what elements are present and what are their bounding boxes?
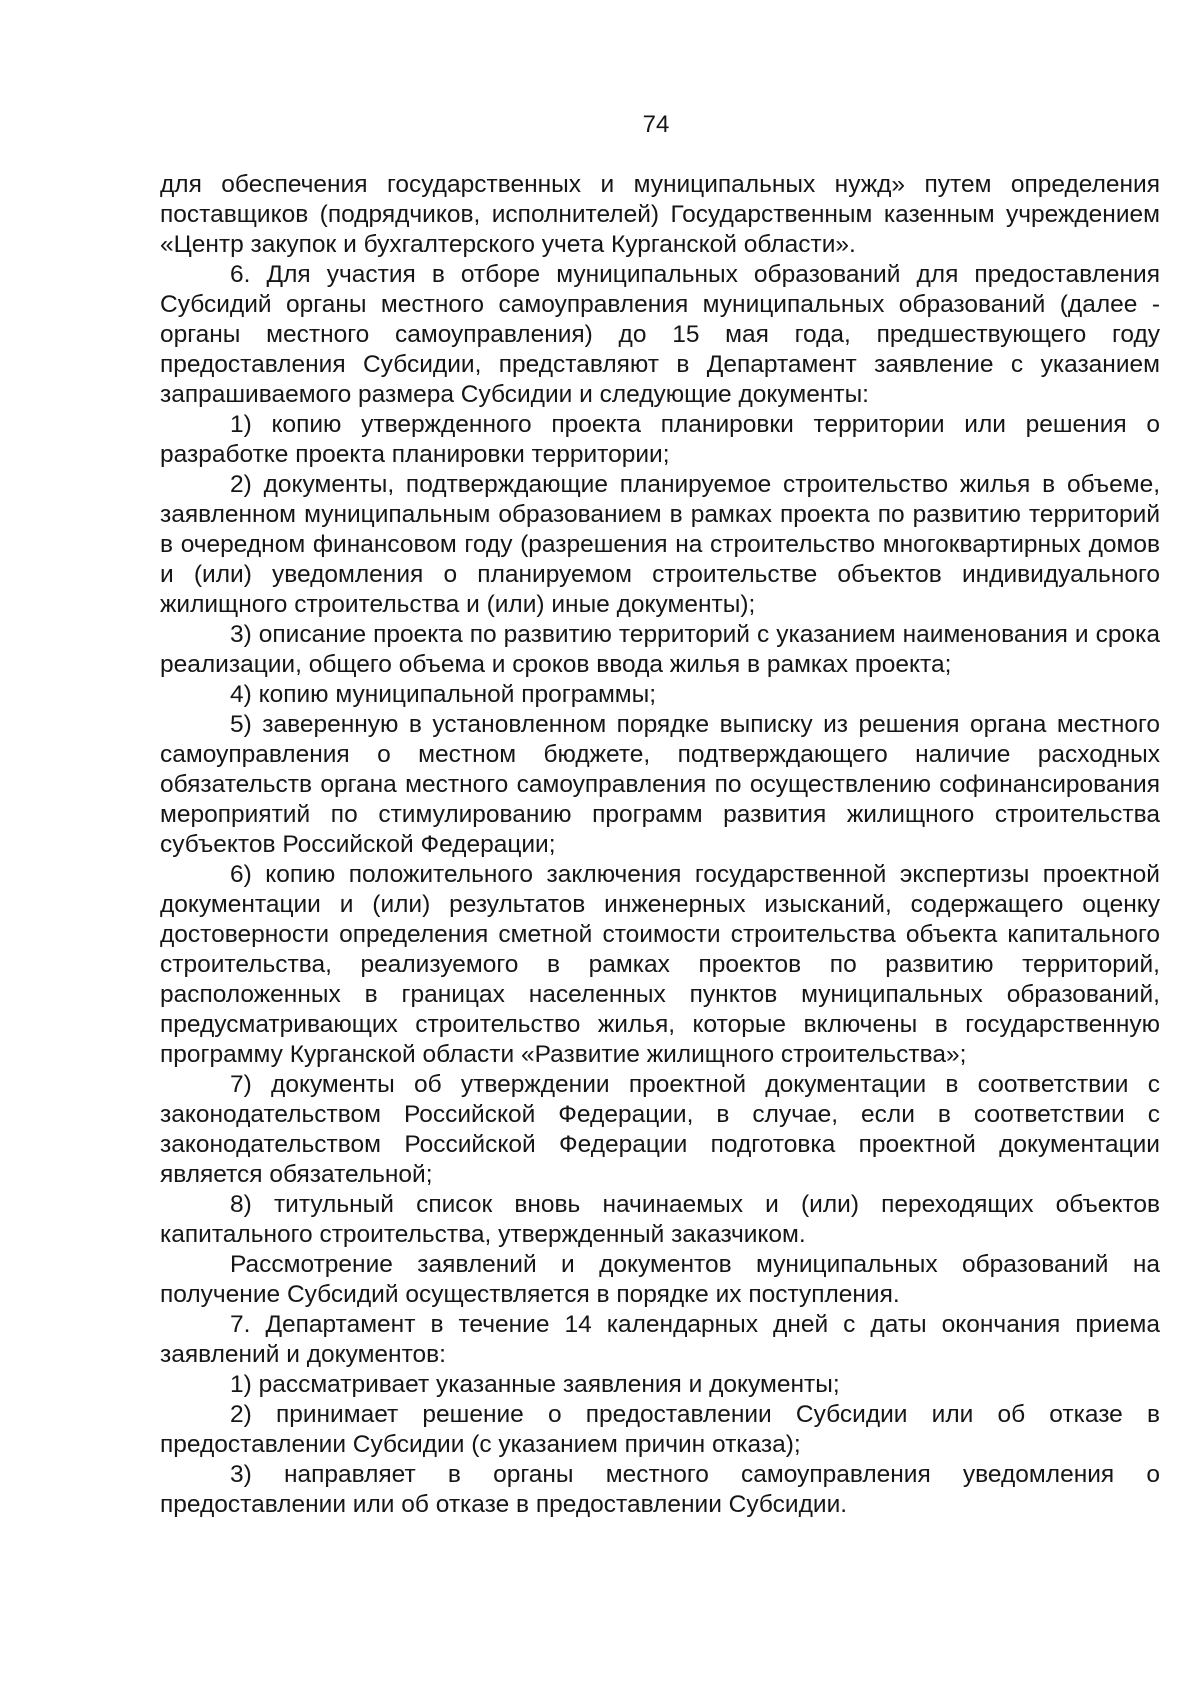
paragraph-review-note: Рассмотрение заявлений и документов муниципальных образований на получение Субсидий осуществляется в порядке их поступления. — [160, 1251, 1160, 1308]
list-item-6-8: 8) титульный список вновь начинаемых и (или) переходящих объектов капитального строительства, утвержденный заказчиком. — [160, 1191, 1160, 1248]
list-item-7-3: 3) направляет в органы местного самоуправления уведомления о предоставлении или об отказе в предоставлении Субсидии. — [160, 1461, 1160, 1518]
page-number: 74 — [642, 111, 670, 138]
list-item-6-1: 1) копию утвержденного проекта планировки территории или решения о разработке проекта планировки территории; — [160, 411, 1160, 468]
list-item-6-4: 4) копию муниципальной программы; — [230, 681, 657, 708]
list-item-6-7: 7) документы об утверждении проектной документации в соответствии с законодательством Российской Федерации, в случае, если в соответствии с законодательством Российской Федерации подготовка проектной документации является обязательной; — [160, 1071, 1160, 1188]
list-item-7-1: 1) рассматривает указанные заявления и документы; — [230, 1371, 840, 1398]
paragraph-continuation: для обеспечения государственных и муниципальных нужд» путем определения поставщиков (подрядчиков, исполнителей) Государственным казенным учреждением «Центр закупок и бухгалтерского учета Курганской области». — [160, 171, 1160, 258]
document-body — [160, 170, 1160, 1520]
paragraph-clause-7: 7. Департамент в течение 14 календарных дней с даты окончания приема заявлений и документов: — [160, 1311, 1160, 1368]
list-item-6-5: 5) заверенную в установленном порядке выписку из решения органа местного самоуправления о местном бюджете, подтверждающего наличие расходных обязательств органа местного самоуправления по осуществлению софинансирования мероприятий по стимулированию программ развития жилищного строительства субъектов Российской Федерации; — [160, 711, 1160, 858]
list-item-6-6: 6) копию положительного заключения государственной экспертизы проектной документации и (или) результатов инженерных изысканий, содержащего оценку достоверности определения сметной стоимости строительства объекта капитального строительства, реализуемого в рамках проектов по развитию территорий, расположенных в границах населенных пунктов муниципальных образований, предусматривающих строительство жилья, которые включены в государственную программу Курганской области «Развитие жилищного строительства»; — [160, 861, 1160, 1068]
paragraph-clause-6: 6. Для участия в отборе муниципальных образований для предоставления Субсидий органы местного самоуправления муниципальных образований (далее - органы местного самоуправления) до 15 мая года, предшествующего году предоставления Субсидии, представляют в Департамент заявление с указанием запрашиваемого размера Субсидии и следующие документы: — [160, 261, 1160, 408]
list-item-7-2: 2) принимает решение о предоставлении Субсидии или об отказе в предоставлении Субсидии (с указанием причин отказа); — [160, 1401, 1160, 1458]
list-item-6-2: 2) документы, подтверждающие планируемое строительство жилья в объеме, заявленном муниципальным образованием в рамках проекта по развитию территорий в очередном финансовом году (разрешения на строительство многоквартирных домов и (или) уведомления о планируемом строительстве объектов индивидуального жилищного строительства и (или) иные документы); — [160, 471, 1160, 618]
list-item-6-3: 3) описание проекта по развитию территорий с указанием наименования и срока реализации, общего объема и сроков ввода жилья в рамках проекта; — [160, 621, 1160, 678]
